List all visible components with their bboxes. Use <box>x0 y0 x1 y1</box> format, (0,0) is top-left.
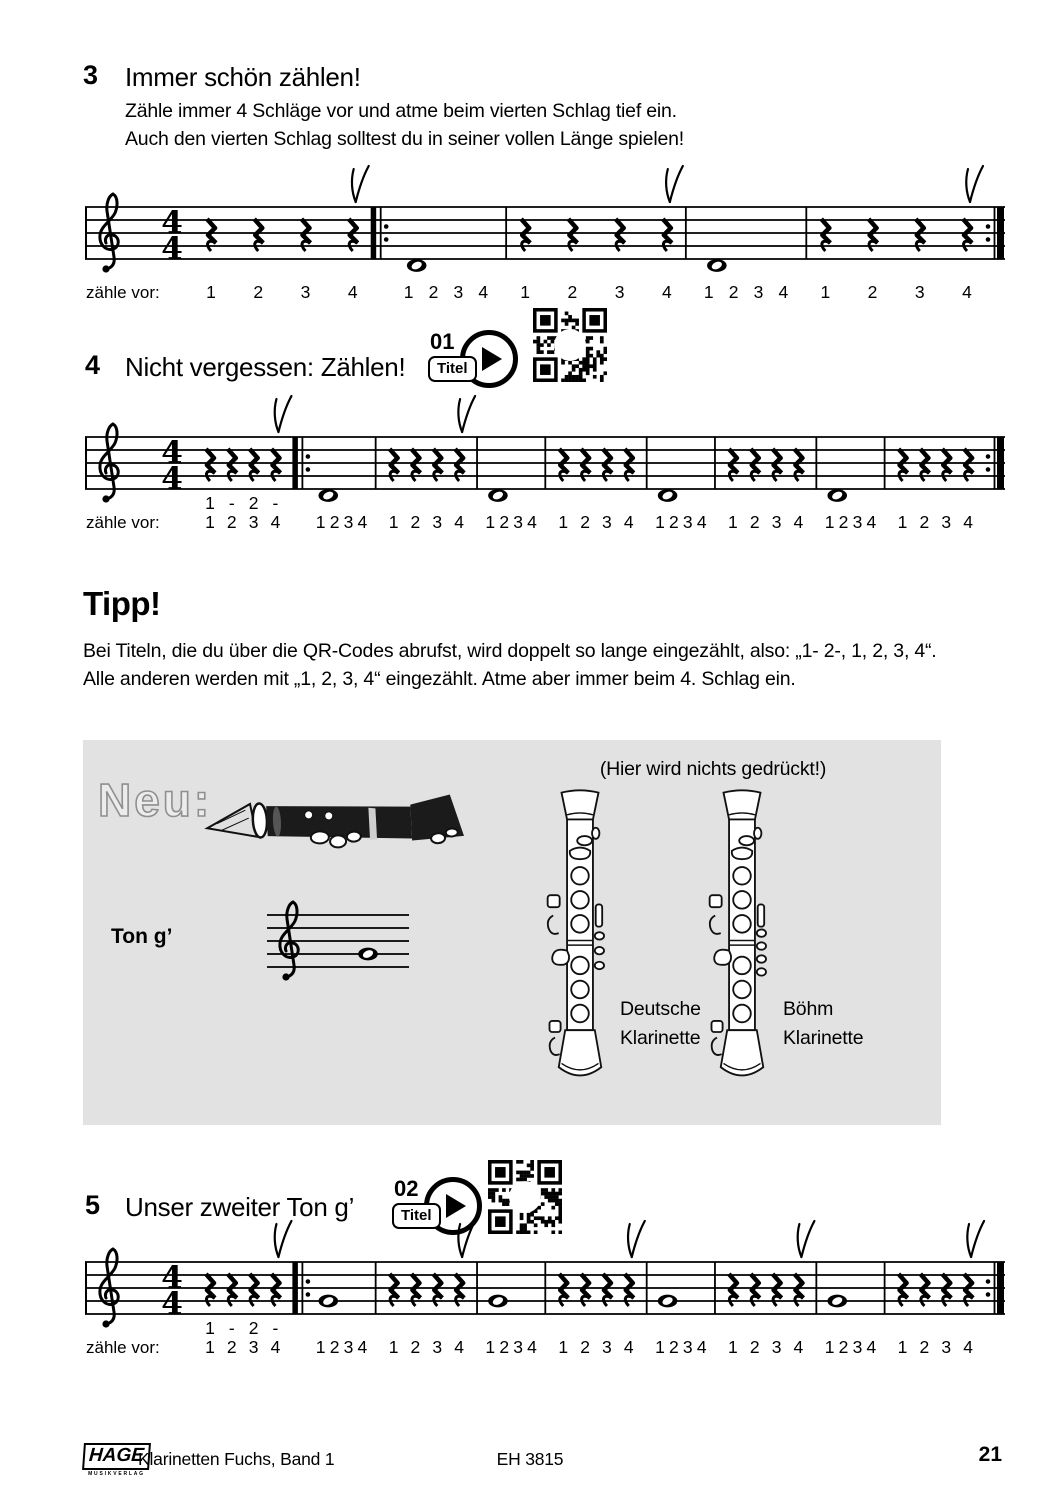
svg-text:1: 1 <box>728 512 738 532</box>
titel-badge: Titel <box>428 356 477 382</box>
svg-text:2: 2 <box>329 512 340 532</box>
svg-text:4: 4 <box>454 1337 464 1357</box>
music-staff-exercise-5 <box>85 1217 1005 1359</box>
svg-text:1: 1 <box>388 1337 399 1357</box>
svg-text:-: - <box>228 1318 235 1338</box>
svg-text:3: 3 <box>248 512 259 532</box>
svg-text:4: 4 <box>778 282 789 302</box>
svg-text:4: 4 <box>793 512 804 532</box>
clarinet-sketch-illustration <box>201 778 471 863</box>
exercise-5-number: 5 <box>85 1190 101 1220</box>
new-note-panel <box>83 740 941 1125</box>
svg-text:4: 4 <box>347 282 358 302</box>
track-number: 01 <box>430 329 455 354</box>
hage-logo-subtitle: MUSIKVERLAG <box>88 1471 145 1477</box>
exercise-5-title: Unser zweiter Ton g’ <box>125 1192 355 1222</box>
svg-text:1: 1 <box>205 493 215 513</box>
tone-g-mini-staff <box>263 890 413 1000</box>
svg-text:2: 2 <box>580 512 590 532</box>
play-triangle-icon <box>446 1194 466 1218</box>
svg-text:3: 3 <box>602 1337 612 1357</box>
svg-text:2: 2 <box>867 282 878 302</box>
svg-text:3: 3 <box>343 512 354 532</box>
german-clarinet-fingering-diagram <box>538 788 622 1093</box>
svg-text:-: - <box>272 1318 279 1338</box>
svg-text:4: 4 <box>866 512 877 532</box>
svg-text:1: 1 <box>824 512 835 532</box>
boehm-clarinet-label <box>783 995 863 1053</box>
svg-text:4: 4 <box>793 1337 804 1357</box>
svg-text:2: 2 <box>499 1337 510 1357</box>
svg-text:3: 3 <box>682 512 693 532</box>
tipp-heading: Tipp! <box>83 585 161 622</box>
svg-text:4: 4 <box>161 205 183 241</box>
tipp-text-line1: Bei Titeln, die du über die QR-Codes abrufst, wird doppelt so lange eingezählt, also: „1- 2-, 1, 2, 3, 4“. <box>83 640 937 662</box>
svg-text:1: 1 <box>655 1337 665 1357</box>
svg-text:2: 2 <box>749 512 760 532</box>
svg-text:4: 4 <box>696 1337 707 1357</box>
svg-text:2: 2 <box>669 1337 679 1357</box>
svg-text:4: 4 <box>623 512 634 532</box>
svg-text:2: 2 <box>749 1337 760 1357</box>
svg-text:3: 3 <box>248 1337 259 1357</box>
svg-text:4: 4 <box>357 512 368 532</box>
svg-text:2: 2 <box>567 282 578 302</box>
boehm-clarinet-fingering-diagram <box>700 788 784 1093</box>
svg-text:4: 4 <box>161 461 183 497</box>
svg-text:1: 1 <box>315 1337 326 1357</box>
svg-text:2: 2 <box>248 493 259 513</box>
svg-text:4: 4 <box>661 282 672 302</box>
svg-text:1: 1 <box>824 1337 835 1357</box>
tone-name-label: Ton g’ <box>111 925 173 948</box>
svg-text:3: 3 <box>852 1337 863 1357</box>
svg-text:3: 3 <box>682 1337 693 1357</box>
svg-text:4: 4 <box>478 282 489 302</box>
svg-text:1: 1 <box>206 282 216 302</box>
svg-text:4: 4 <box>270 1337 281 1357</box>
svg-text:2: 2 <box>248 1318 259 1338</box>
svg-text:zähle vor:: zähle vor: <box>86 513 160 532</box>
page-number: 21 <box>978 1443 1002 1466</box>
svg-text:3: 3 <box>771 1337 782 1357</box>
svg-text:3: 3 <box>513 512 523 532</box>
svg-text:4: 4 <box>623 1337 634 1357</box>
svg-text:2: 2 <box>253 282 264 302</box>
book-title: Klarinetten Fuchs, Band 1 <box>138 1449 335 1469</box>
svg-text:2: 2 <box>919 1337 930 1357</box>
svg-text:2: 2 <box>728 282 739 302</box>
svg-text:1: 1 <box>897 1337 908 1357</box>
svg-text:3: 3 <box>300 282 311 302</box>
svg-text:3: 3 <box>753 282 764 302</box>
svg-text:2: 2 <box>410 512 421 532</box>
titel-badge: Titel <box>392 1203 441 1229</box>
svg-text:-: - <box>272 493 279 513</box>
fingering-hint: (Hier wird nichts gedrückt!) <box>599 758 827 780</box>
svg-text:1: 1 <box>728 1337 738 1357</box>
hage-logo: HAGE <box>82 1443 151 1470</box>
svg-text:2: 2 <box>428 282 439 302</box>
svg-text:1: 1 <box>388 512 399 532</box>
german-clarinet-label <box>620 995 701 1053</box>
svg-text:2: 2 <box>329 1337 340 1357</box>
svg-text:1: 1 <box>897 512 908 532</box>
svg-text:4: 4 <box>161 435 183 471</box>
svg-text:1: 1 <box>655 512 665 532</box>
svg-text:3: 3 <box>453 282 464 302</box>
svg-text:2: 2 <box>919 512 930 532</box>
svg-text:4: 4 <box>866 1337 877 1357</box>
svg-text:4: 4 <box>270 512 281 532</box>
svg-text:1: 1 <box>205 512 215 532</box>
svg-text:2: 2 <box>838 512 849 532</box>
svg-text:4: 4 <box>696 512 707 532</box>
svg-text:1: 1 <box>205 1337 215 1357</box>
svg-text:1: 1 <box>558 1337 569 1357</box>
boehm-clarinet-label-line1: Böhm <box>783 998 834 1020</box>
svg-text:-: - <box>228 493 235 513</box>
svg-text:3: 3 <box>614 282 625 302</box>
svg-text:4: 4 <box>161 1260 183 1296</box>
svg-text:3: 3 <box>771 512 782 532</box>
svg-text:4: 4 <box>161 1286 183 1322</box>
svg-text:4: 4 <box>963 1337 973 1357</box>
tipp-text-line2: Alle anderen werden mit „1, 2, 3, 4“ eingezählt. Atme aber immer beim 4. Schlag ein. <box>83 668 796 690</box>
svg-text:3: 3 <box>513 1337 523 1357</box>
exercise-3-number: 3 <box>83 60 99 90</box>
svg-text:3: 3 <box>914 282 925 302</box>
svg-text:4: 4 <box>161 231 183 267</box>
exercise-3-title: Immer schön zählen! <box>125 62 361 92</box>
svg-text:2: 2 <box>499 512 510 532</box>
svg-text:3: 3 <box>941 1337 952 1357</box>
svg-text:2: 2 <box>669 512 679 532</box>
exercise-3-instruction-line1: Zähle immer 4 Schläge vor und atme beim vierten Schlag tief ein. <box>125 100 677 122</box>
exercise-3-instruction-line2: Auch den vierten Schlag solltest du in seiner vollen Länge spielen! <box>125 128 684 150</box>
svg-text:4: 4 <box>527 1337 537 1357</box>
exercise-4-title: Nicht vergessen: Zählen! <box>125 352 406 382</box>
german-clarinet-label-line2: Klarinette <box>620 1027 701 1049</box>
svg-text:1: 1 <box>485 1337 496 1357</box>
svg-text:3: 3 <box>941 512 952 532</box>
svg-text:1: 1 <box>205 1318 215 1338</box>
svg-text:1: 1 <box>403 282 414 302</box>
svg-text:2: 2 <box>580 1337 590 1357</box>
svg-text:1: 1 <box>520 282 531 302</box>
neu-label: Neu: <box>98 774 213 826</box>
svg-text:2: 2 <box>226 512 237 532</box>
svg-text:3: 3 <box>432 512 443 532</box>
svg-text:1: 1 <box>558 512 569 532</box>
svg-text:4: 4 <box>527 512 537 532</box>
svg-text:1: 1 <box>315 512 326 532</box>
svg-text:3: 3 <box>602 512 612 532</box>
svg-text:2: 2 <box>838 1337 849 1357</box>
play-triangle-icon <box>482 347 502 371</box>
svg-text:4: 4 <box>963 512 973 532</box>
svg-text:4: 4 <box>962 282 972 302</box>
svg-text:1: 1 <box>703 282 714 302</box>
german-clarinet-label-line1: Deutsche <box>620 998 701 1020</box>
svg-text:2: 2 <box>410 1337 421 1357</box>
boehm-clarinet-label-line2: Klarinette <box>783 1027 864 1049</box>
svg-text:4: 4 <box>357 1337 368 1357</box>
svg-text:3: 3 <box>432 1337 443 1357</box>
catalog-number: EH 3815 <box>496 1449 564 1469</box>
svg-text:2: 2 <box>226 1337 237 1357</box>
svg-text:1: 1 <box>485 512 496 532</box>
svg-text:3: 3 <box>343 1337 354 1357</box>
track-number: 02 <box>394 1176 419 1201</box>
music-staff-exercise-4 <box>85 392 1005 534</box>
svg-text:zähle vor:: zähle vor: <box>86 283 160 302</box>
exercise-4-number: 4 <box>85 350 101 380</box>
music-staff-exercise-3 <box>85 162 1005 304</box>
svg-text:3: 3 <box>852 512 863 532</box>
svg-text:4: 4 <box>454 512 464 532</box>
svg-text:1: 1 <box>820 282 831 302</box>
qr-code-track-01 <box>533 308 607 382</box>
svg-text:zähle vor:: zähle vor: <box>86 1338 160 1357</box>
